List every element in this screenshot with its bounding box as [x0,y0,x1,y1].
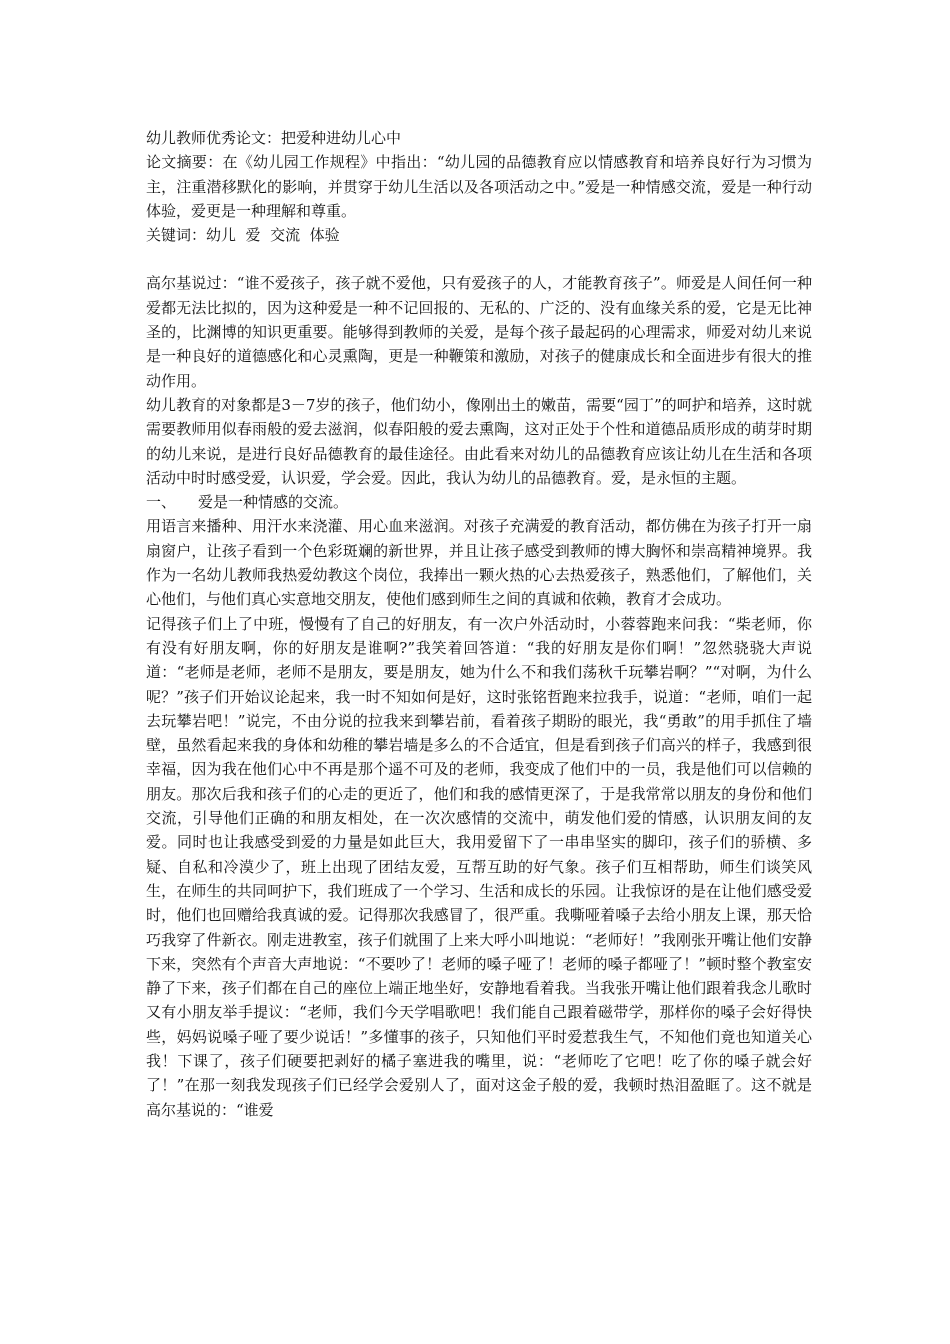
keywords-line: 关键词：幼儿 爱 交流 体验 [146,226,340,245]
body-paragraph-4: 记得孩子们上了中班，慢慢有了自己的好朋友，有一次户外活动时，小蓉蓉跑来问我：“柴老师，你有没有好朋友啊，你的好朋友是谁啊?”我笑着回答道：“我的好朋友是你们啊！”忽然骁骁大声说道：“老师是老师，老师不是朋友，要是朋友，她为什么不和我们荡秋千玩攀岩啊？”“对啊，为什么呢？”孩子们开始议论起来，我一时不知如何是好，这时张铭哲跑来拉我手，说道：“老师，咱们一起去玩攀岩吧！”说完，不由分说的拉我来到攀岩前，看着孩子期盼的眼光，我“勇敢”的用手抓住了墙壁，虽然看起来我的身体和幼稚的攀岩墙是多么的不合适宜，但是看到孩子们高兴的样子，我感到很幸福，因为我在他们心中不再是那个遥不可及的老师，我变成了他们中的一员，我是他们可以信赖的朋友。那次后我和孩子们的心走的更近了，他们和我的感情更深了，于是我常常以朋友的身份和他们交流，引导他们正确的和朋友相处，在一次次感情的交流中，萌发他们爱的情感，认识朋友间的友爱。同时也让我感受到爱的力量是如此巨大，我用爱留下了一串串坚实的脚印，孩子们的骄横、多疑、自私和冷漠少了，班上出现了团结友爱，互帮互助的好气象。孩子们互相帮助，师生们谈笑风生，在师生的共同呵护下，我们班成了一个学习、生活和成长的乐园。让我惊讶的是在让他们感受爱时，他们也回赠给我真诚的爱。记得那次我感冒了，很严重。我嘶哑着嗓子去给小朋友上课，那天恰巧我穿了件新衣。刚走进教室，孩子们就围了上来大呼小叫地说：“老师好！”我刚张开嘴让他们安静下来，突然有个声音大声地说：“不要吵了！老师的嗓子哑了！老师的嗓子都哑了！”顿时整个教室安静了下来，孩子们都在自己的座位上端正地坐好，安静地看着我。当我张开嘴让他们跟着我念儿歌时又有小朋友举手提议：“老师，我们今天学唱歌吧！我们能自己跟着磁带学，那样你的嗓子会好得快些，妈妈说嗓子哑了要少说话！”多懂事的孩子，只知他们平时爱惹我生气，不知他们竟也知道关心我！下课了，孩子们硬要把剥好的橘子塞进我的嘴里，说：“老师吃了它吧！吃了你的嗓子就会好了！”在那一刻我发现孩子们已经学会爱别人了，面对这金子般的爱，我顿时热泪盈眶了。这不就是高尔基说的：“谁爱 [146,614,812,1119]
blank-line [146,247,812,271]
document-title: 幼儿教师优秀论文：把爱种进幼儿心中 [146,129,402,147]
body-paragraph-1: 高尔基说过：“谁不爱孩子，孩子就不爱他，只有爱孩子的人，才能教育孩子”。师爱是人间任何一种爱都无法比拟的，因为这种爱是一种不记回报的、无私的、广泛的、没有血缘关系的爱，它是无比神圣的，比渊博的知识更重要。能够得到教师的关爱，是每个孩子最起码的心理需求，师爱对幼儿来说是一种良好的道德感化和心灵熏陶，更是一种鞭策和激励，对孩子的健康成长和全面进步有很大的推动作用。 [146,274,812,390]
body-paragraph-2: 幼儿教育的对象都是3－7岁的孩子，他们幼小，像刚出土的嫩苗，需要“园丁”的呵护和培养，这时就需要教师用似春雨般的爱去滋润，似春阳般的爱去熏陶，这对正处于个性和道德品质形成的萌芽时期的幼儿来说，是进行良好品德教育的最佳途径。由此看来对幼儿的品德教育应该让幼儿在生活和各项活动中时时感受爱，认识爱，学会爱。因此，我认为幼儿的品德教育。爱，是永恒的主题。 [146,395,812,487]
document-body [146,126,812,1122]
abstract-paragraph: 论文摘要：在《幼儿园工作规程》中指出：“幼儿园的品德教育应以情感教育和培养良好行为习惯为主，注重潜移默化的影响，并贯穿于幼儿生活以及各项活动之中。”爱是一种情感交流，爱是一种行动体验，爱更是一种理解和尊重。 [146,153,812,220]
section-number: 一、 [146,493,177,512]
body-paragraph-3: 用语言来播种、用汗水来浇灌、用心血来滋润。对孩子充满爱的教育活动，都仿佛在为孩子打开一扇扇窗户，让孩子看到一个色彩斑斓的新世界，并且让孩子感受到教师的博大胸怀和崇高精神境界。我作为一名幼儿教师我热爱幼教这个岗位，我捧出一颗火热的心去热爱孩子，熟悉他们，了解他们，关心他们，与他们真心实意地交朋友，使他们感到师生之间的真诚和依赖，教育才会成功。 [146,517,812,609]
section-heading [146,490,812,514]
section-title: 爱是一种情感的交流。 [198,493,349,512]
